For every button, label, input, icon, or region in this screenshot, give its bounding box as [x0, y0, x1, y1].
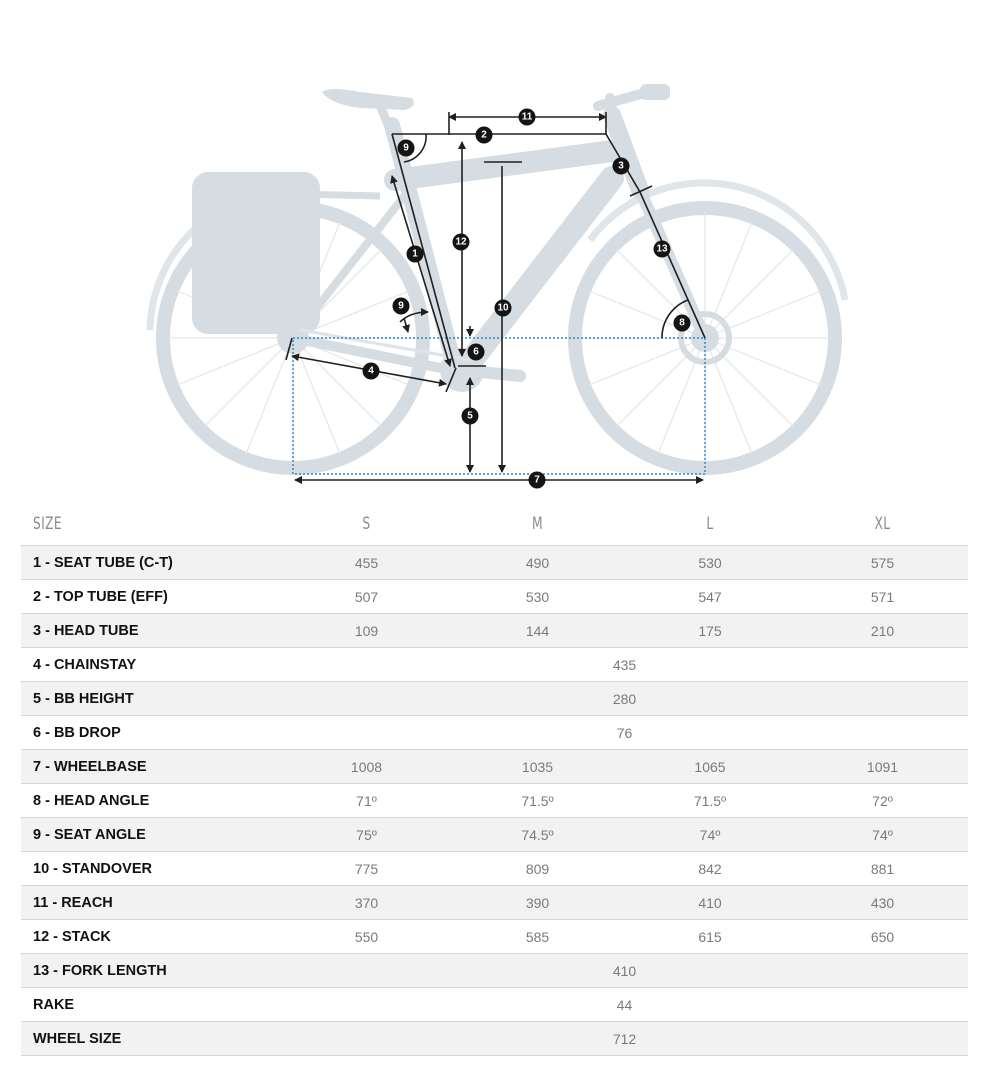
row-value-xl: 571	[797, 580, 968, 614]
table-row	[21, 886, 968, 920]
row-label: 4 - CHAINSTAY	[21, 648, 281, 682]
row-value-m: 71.5º	[452, 784, 623, 818]
row-value-s: 775	[281, 852, 452, 886]
row-value-l: 842	[623, 852, 797, 886]
row-value-s: 1008	[281, 750, 452, 784]
table-row	[21, 852, 968, 886]
row-value-m: 585	[452, 920, 623, 954]
row-value-s: 71º	[281, 784, 452, 818]
geometry-table-body	[21, 546, 968, 1056]
row-value-all-sizes: 280	[281, 682, 968, 716]
row-value-s: 550	[281, 920, 452, 954]
row-label: 11 - REACH	[21, 886, 281, 920]
svg-text:9: 9	[398, 300, 404, 312]
row-label: 7 - WHEELBASE	[21, 750, 281, 784]
row-value-xl: 650	[797, 920, 968, 954]
row-value-m: 530	[452, 580, 623, 614]
table-header-row	[21, 503, 968, 546]
table-row	[21, 546, 968, 580]
row-value-l: 1065	[623, 750, 797, 784]
callout-9-bottom	[393, 298, 410, 315]
callout-9-top	[398, 140, 415, 157]
row-label: 12 - STACK	[21, 920, 281, 954]
size-header-m: M	[532, 514, 543, 534]
table-row	[21, 784, 968, 818]
geometry-table	[21, 503, 968, 1056]
svg-text:13: 13	[656, 243, 668, 255]
row-label: RAKE	[21, 988, 281, 1022]
size-header: SIZE	[33, 514, 62, 534]
row-value-s: 455	[281, 546, 452, 580]
row-value-s: 109	[281, 614, 452, 648]
svg-text:8: 8	[679, 317, 685, 329]
row-label: 8 - HEAD ANGLE	[21, 784, 281, 818]
svg-text:6: 6	[473, 346, 479, 358]
callout-7	[529, 472, 546, 489]
row-label: 2 - TOP TUBE (EFF)	[21, 580, 281, 614]
row-value-l: 410	[623, 886, 797, 920]
table-row	[21, 614, 968, 648]
callout-12	[453, 234, 470, 251]
row-value-xl: 881	[797, 852, 968, 886]
size-header-xl: XL	[874, 514, 891, 534]
table-row	[21, 648, 968, 682]
row-value-s: 507	[281, 580, 452, 614]
bike-geometry-diagram	[0, 0, 983, 500]
callout-2	[476, 127, 493, 144]
callout-6	[468, 344, 485, 361]
row-value-xl: 1091	[797, 750, 968, 784]
table-row	[21, 716, 968, 750]
svg-text:10: 10	[497, 302, 509, 314]
table-row	[21, 580, 968, 614]
row-label: 3 - HEAD TUBE	[21, 614, 281, 648]
row-label: 10 - STANDOVER	[21, 852, 281, 886]
callout-10	[495, 300, 512, 317]
svg-text:4: 4	[368, 365, 374, 377]
row-value-m: 490	[452, 546, 623, 580]
row-label: 9 - SEAT ANGLE	[21, 818, 281, 852]
row-value-m: 144	[452, 614, 623, 648]
table-row	[21, 954, 968, 988]
table-row	[21, 750, 968, 784]
row-value-m: 74.5º	[452, 818, 623, 852]
row-value-l: 530	[623, 546, 797, 580]
svg-text:7: 7	[534, 474, 540, 486]
callout-4	[363, 363, 380, 380]
row-value-all-sizes: 410	[281, 954, 968, 988]
svg-text:2: 2	[481, 129, 487, 141]
row-value-l: 71.5º	[623, 784, 797, 818]
row-value-l: 615	[623, 920, 797, 954]
row-value-all-sizes: 712	[281, 1022, 968, 1056]
row-value-s: 75º	[281, 818, 452, 852]
row-value-all-sizes: 435	[281, 648, 968, 682]
svg-text:1: 1	[412, 248, 418, 260]
row-label: 1 - SEAT TUBE (C-T)	[21, 546, 281, 580]
svg-text:3: 3	[618, 160, 624, 172]
row-value-xl: 575	[797, 546, 968, 580]
row-value-l: 175	[623, 614, 797, 648]
svg-text:9: 9	[403, 142, 409, 154]
row-value-l: 74º	[623, 818, 797, 852]
size-header-l: L	[706, 514, 714, 534]
callout-1	[407, 246, 424, 263]
size-header-s: S	[362, 514, 371, 534]
row-value-s: 370	[281, 886, 452, 920]
svg-text:5: 5	[467, 410, 473, 422]
row-value-xl: 72º	[797, 784, 968, 818]
row-value-m: 1035	[452, 750, 623, 784]
row-value-l: 547	[623, 580, 797, 614]
table-row	[21, 682, 968, 716]
callout-8	[674, 315, 691, 332]
bike-silhouette	[150, 84, 845, 468]
row-value-xl: 74º	[797, 818, 968, 852]
table-row	[21, 818, 968, 852]
svg-text:11: 11	[521, 111, 533, 123]
svg-text:12: 12	[455, 236, 467, 248]
row-value-m: 809	[452, 852, 623, 886]
row-label: 5 - BB HEIGHT	[21, 682, 281, 716]
callout-11	[519, 109, 536, 126]
callout-3	[613, 158, 630, 175]
row-value-xl: 430	[797, 886, 968, 920]
row-value-xl: 210	[797, 614, 968, 648]
row-label: 6 - BB DROP	[21, 716, 281, 750]
callout-5	[462, 408, 479, 425]
table-row	[21, 920, 968, 954]
row-value-m: 390	[452, 886, 623, 920]
row-label: 13 - FORK LENGTH	[21, 954, 281, 988]
table-row	[21, 988, 968, 1022]
callout-13	[654, 241, 671, 258]
row-value-all-sizes: 76	[281, 716, 968, 750]
row-value-all-sizes: 44	[281, 988, 968, 1022]
row-label: WHEEL SIZE	[21, 1022, 281, 1056]
table-row	[21, 1022, 968, 1056]
